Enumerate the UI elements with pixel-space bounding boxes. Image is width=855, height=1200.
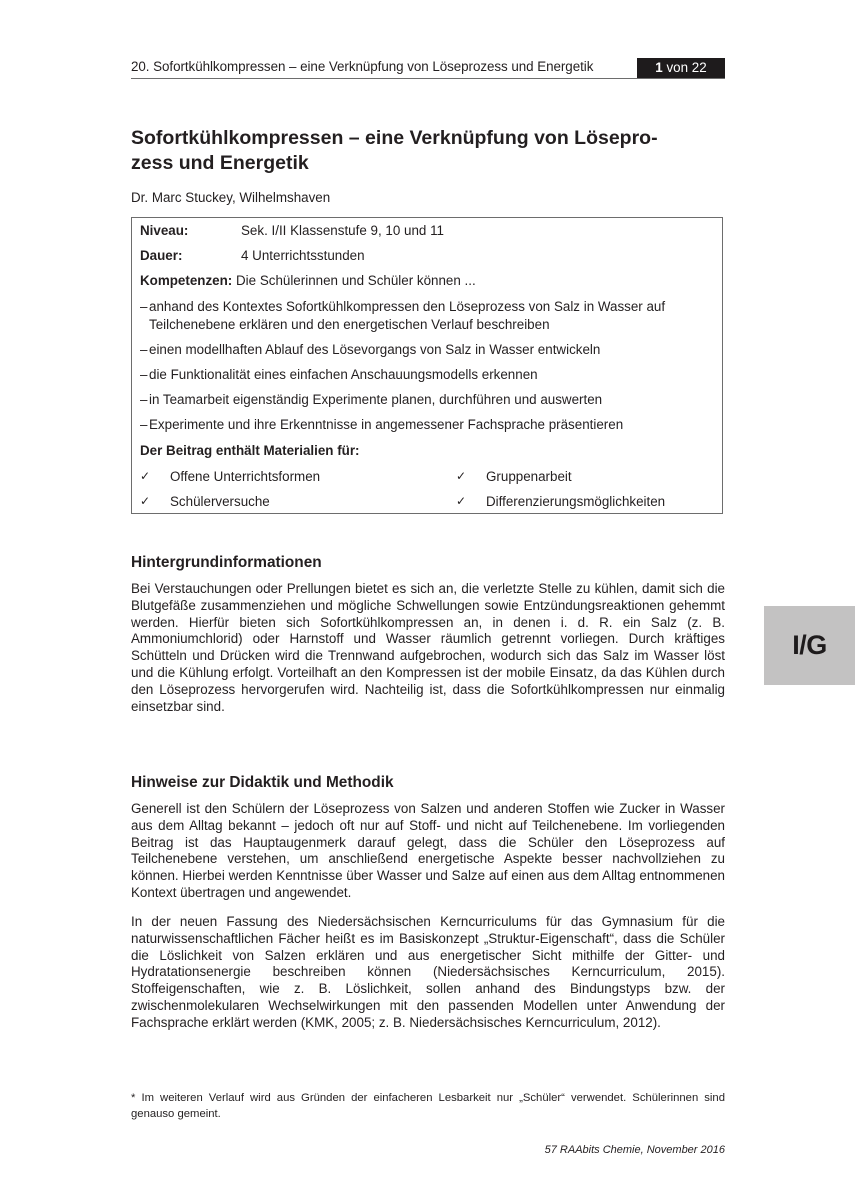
page-total: von 22 — [666, 60, 707, 75]
kompetenzen-label: Kompetenzen: — [140, 273, 233, 288]
document-title — [131, 126, 731, 176]
kompetenz-text: die Funktionalität eines einfachen Anschauungsmodells erkennen — [149, 367, 538, 382]
kompetenzen-intro: Die Schülerinnen und Schüler können ... — [236, 273, 476, 288]
niveau-row — [140, 223, 444, 238]
section-heading-hintergrund: Hintergrundinformationen — [131, 554, 322, 571]
dauer-label: Dauer: — [140, 248, 183, 263]
kompetenz-item — [140, 391, 716, 409]
page-current: 1 — [655, 60, 663, 75]
kompetenzen-row — [140, 273, 476, 288]
dash-bullet: – — [140, 417, 148, 432]
niveau-value: Sek. I/II Klassenstufe 9, 10 und 11 — [241, 223, 444, 238]
checkmark-icon: ✓ — [140, 494, 151, 508]
kompetenz-item — [140, 341, 716, 359]
page-number-badge — [637, 58, 725, 78]
paragraph-didaktik-2: In der neuen Fassung des Niedersächsischen Kerncurriculums für das Gymnasium für die naturwissenschaftlichen Fächer heißt es im Basiskonzept „Struktur-Eigenschaft“, dass die Schüler die Löslichkeit von Salzen erklären und aus energetischer Sicht mithilfe der Gitter- und Hydratationsenergie beschreiben können (Niedersächsisches Kerncurriculum, 2015). Stoffeigenschaften, wie z. B. Löslichkeit, sollen anhand des Bindungstyps bzw. der zwischenmolekularen Wechselwirkungen mit den passenden Modellen unter Anwendung der Fachsprache erklärt werden (KMK, 2005; z. B. Niedersächsisches Kerncurriculum, 2012). — [131, 914, 725, 1030]
dauer-row — [140, 248, 365, 263]
running-header — [131, 58, 725, 79]
kompetenz-item — [140, 298, 716, 334]
kompetenz-text: einen modellhaften Ablauf des Lösevorgangs von Salz in Wasser entwickeln — [149, 342, 601, 357]
materialien-heading: Der Beitrag enthält Materialien für: — [140, 443, 360, 458]
document-title-line-2: zess und Energetik — [131, 152, 309, 174]
materialien-text: Offene Unterrichtsformen — [170, 469, 321, 484]
section-heading-didaktik: Hinweise zur Didaktik und Methodik — [131, 774, 394, 791]
kompetenz-item — [140, 416, 716, 434]
dash-bullet: – — [140, 299, 148, 314]
kompetenz-item — [140, 366, 716, 384]
paragraph-didaktik-1: Generell ist den Schülern der Löseprozess von Salzen und anderen Stoffen wie Zucker in Wasser aus dem Alltag bekannt – jedoch oft nur auf Stoff- und nicht auf Teilchenebene. Im vorliegenden Beitrag ist das Hauptaugenmerk darauf gelegt, dass die Schüler den Löseprozess auf Teilchenebene verstehen, um anschließend energetische Aspekte besser nachvollziehen zu können. Hierbei werden Kenntnisse über Wasser und Salze auf einen aus dem Alltag entnommenen Kontext übertragen und angewendet. — [131, 801, 725, 900]
niveau-label: Niveau: — [140, 223, 189, 238]
kompetenz-text: in Teamarbeit eigenständig Experimente planen, durchführen und auswerten — [149, 392, 603, 407]
overview-box — [131, 217, 723, 514]
running-title: 20. Sofortkühlkompressen – eine Verknüpfung von Löseprozess und Energetik — [131, 59, 594, 74]
paragraph-hintergrund: Bei Verstauchungen oder Prellungen bietet es sich an, die verletzte Stelle zu kühlen, damit sich die Blutgefäße zusammenziehen und mögliche Schwellungen sowie Entzündungsreaktionen gehemmt werden. Hierfür bieten sich Sofortkühlkompressen an, in denen i. d. R. ein Salz (z. B. Ammoniumchlorid) oder Harnstoff und Wasser räumlich getrennt vorliegen. Durch kräftiges Schütteln und Drücken wird die Trennwand aufgebrochen, wodurch sich das Salz im Wasser löst und die Kühlung erfolgt. Vorteilhaft an den Kompressen ist der mobile Einsatz, da das Kühlen durch den Löseprozess hervorgerufen wird. Nachteilig ist, dass die Sofortkühlkompressen nur einmalig einsetzbar sind. — [131, 581, 725, 714]
document-title-line-1: Sofortkühlkompressen – eine Verknüpfung von Lösepro- — [131, 127, 658, 149]
checkmark-icon: ✓ — [456, 469, 467, 483]
materialien-text: Schülerversuche — [170, 494, 270, 509]
kompetenz-text: Experimente und ihre Erkenntnisse in angemessener Fachsprache präsentieren — [149, 417, 624, 432]
section-side-tab: I/G — [764, 606, 855, 685]
footnote: * Im weiteren Verlauf wird aus Gründen der einfacheren Lesbarkeit nur „Schüler“ verwendet. Schülerinnen sind genauso gemeint. — [131, 1092, 725, 1120]
footer-source: 57 RAAbits Chemie, November 2016 — [544, 1144, 725, 1156]
author-line: Dr. Marc Stuckey, Wilhelmshaven — [131, 190, 331, 205]
kompetenz-text: anhand des Kontextes Sofortkühlkompressen den Löseprozess von Salz in Wasser auf Teilchenebene erklären und den energetischen Verlauf beschreiben — [149, 299, 666, 332]
dash-bullet: – — [140, 367, 148, 382]
checkmark-icon: ✓ — [140, 469, 151, 483]
checkmark-icon: ✓ — [456, 494, 467, 508]
materialien-text: Gruppenarbeit — [486, 469, 572, 484]
dauer-value: 4 Unterrichtsstunden — [241, 248, 365, 263]
dash-bullet: – — [140, 342, 148, 357]
materialien-text: Differenzierungsmöglichkeiten — [486, 494, 666, 509]
dash-bullet: – — [140, 392, 148, 407]
